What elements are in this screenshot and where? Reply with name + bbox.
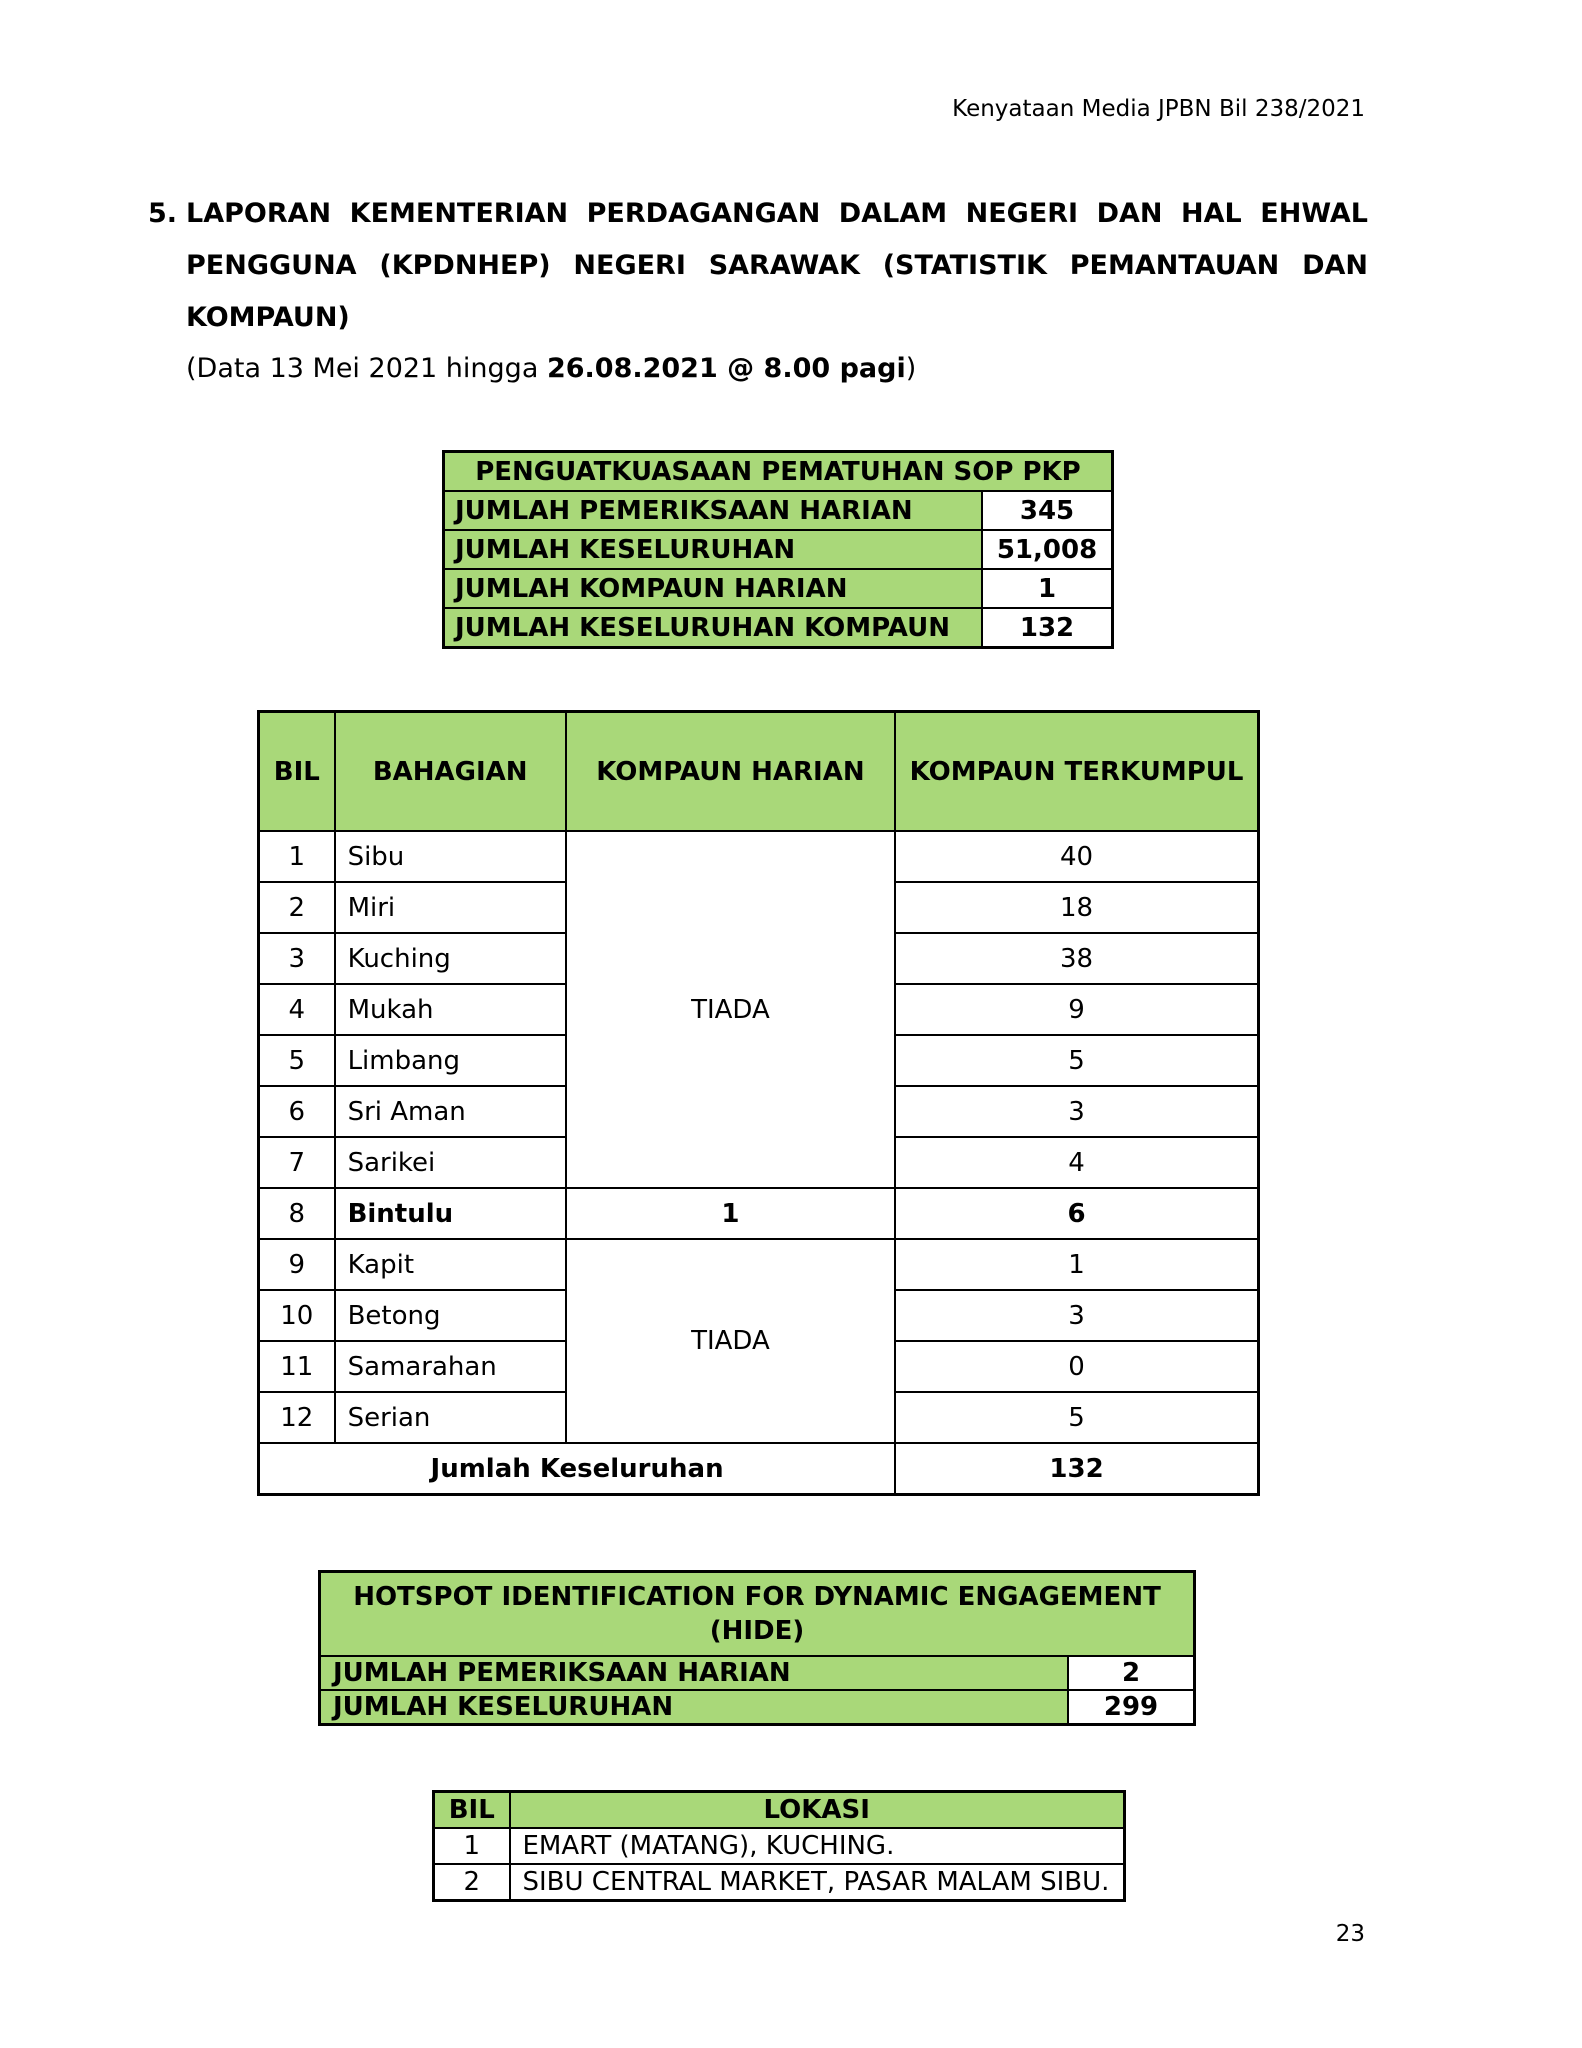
- bil-cell: 7: [259, 1137, 335, 1188]
- hide-table-title: HOTSPOT IDENTIFICATION FOR DYNAMIC ENGAGEMENT (HIDE): [320, 1572, 1195, 1657]
- table-row: [320, 1690, 1195, 1725]
- row-label: JUMLAH PEMERIKSAAN HARIAN: [444, 491, 983, 530]
- section-heading: [148, 188, 1368, 344]
- table-row: [434, 1828, 1125, 1864]
- table-row: [444, 608, 1113, 648]
- bahagian-cell: Serian: [335, 1392, 566, 1443]
- header-bil: BIL: [434, 1792, 510, 1829]
- bil-cell: 12: [259, 1392, 335, 1443]
- table-row: [444, 569, 1113, 608]
- section-title: LAPORAN KEMENTERIAN PERDAGANGAN DALAM NEGERI DAN HAL EHWAL PENGGUNA (KPDNHEP) NEGERI SARAWAK (STATISTIK PEMANTAUAN DAN KOMPAUN): [186, 198, 1368, 333]
- bil-cell: 5: [259, 1035, 335, 1086]
- harian-cell: 1: [566, 1188, 895, 1239]
- bahagian-cell: Sri Aman: [335, 1086, 566, 1137]
- table-row: [444, 491, 1113, 530]
- total-row: [259, 1443, 1259, 1495]
- row-value: 299: [1068, 1690, 1195, 1725]
- bil-cell: 6: [259, 1086, 335, 1137]
- table-row: [444, 530, 1113, 569]
- header-lokasi: LOKASI: [510, 1792, 1125, 1829]
- row-label: JUMLAH KOMPAUN HARIAN: [444, 569, 983, 608]
- lokasi-cell: EMART (MATANG), KUCHING.: [510, 1828, 1125, 1864]
- section-number: 5.: [148, 198, 178, 229]
- bil-cell: 11: [259, 1341, 335, 1392]
- terkumpul-cell: 1: [895, 1239, 1258, 1290]
- bil-cell: 1: [434, 1828, 510, 1864]
- lokasi-cell: SIBU CENTRAL MARKET, PASAR MALAM SIBU.: [510, 1864, 1125, 1901]
- table-row: [259, 1239, 1259, 1290]
- terkumpul-cell: 3: [895, 1290, 1258, 1341]
- terkumpul-cell: 5: [895, 1392, 1258, 1443]
- bil-cell: 2: [434, 1864, 510, 1901]
- bahagian-cell: Mukah: [335, 984, 566, 1035]
- bahagian-cell: Sibu: [335, 831, 566, 882]
- section-5: [148, 188, 1368, 394]
- bil-cell: 3: [259, 933, 335, 984]
- header-kompaun-terkumpul: KOMPAUN TERKUMPUL: [895, 712, 1258, 832]
- row-value: 51,008: [982, 530, 1113, 569]
- row-value: 2: [1068, 1656, 1195, 1690]
- terkumpul-cell: 3: [895, 1086, 1258, 1137]
- data-prefix: (Data 13 Mei 2021 hingga: [186, 353, 547, 384]
- bahagian-cell: Kuching: [335, 933, 566, 984]
- hide-table: [318, 1570, 1196, 1726]
- row-label: JUMLAH PEMERIKSAAN HARIAN: [320, 1656, 1069, 1690]
- table-row: [259, 831, 1259, 882]
- bil-cell: 4: [259, 984, 335, 1035]
- bil-cell: 2: [259, 882, 335, 933]
- header-bahagian: BAHAGIAN: [335, 712, 566, 832]
- row-label: JUMLAH KESELURUHAN: [320, 1690, 1069, 1725]
- header-bil: BIL: [259, 712, 335, 832]
- bahagian-cell: Samarahan: [335, 1341, 566, 1392]
- total-label: Jumlah Keseluruhan: [259, 1443, 896, 1495]
- terkumpul-cell: 38: [895, 933, 1258, 984]
- bahagian-cell: Limbang: [335, 1035, 566, 1086]
- table-row: [259, 1188, 1259, 1239]
- bil-cell: 10: [259, 1290, 335, 1341]
- kompaun-table: [257, 710, 1260, 1496]
- header-kompaun-harian: KOMPAUN HARIAN: [566, 712, 895, 832]
- bahagian-cell: Betong: [335, 1290, 566, 1341]
- row-value: 345: [982, 491, 1113, 530]
- tiada-cell: TIADA: [566, 1239, 895, 1443]
- row-label: JUMLAH KESELURUHAN: [444, 530, 983, 569]
- page-number: 23: [1335, 1921, 1365, 1947]
- row-label: JUMLAH KESELURUHAN KOMPAUN: [444, 608, 983, 648]
- terkumpul-cell: 40: [895, 831, 1258, 882]
- bahagian-cell: Kapit: [335, 1239, 566, 1290]
- tiada-cell: TIADA: [566, 831, 895, 1188]
- terkumpul-cell: 6: [895, 1188, 1258, 1239]
- table-row: [434, 1864, 1125, 1901]
- terkumpul-cell: 18: [895, 882, 1258, 933]
- total-value: 132: [895, 1443, 1258, 1495]
- data-suffix: ): [905, 353, 917, 384]
- lokasi-table: [432, 1790, 1126, 1902]
- document-reference: Kenyataan Media JPBN Bil 238/2021: [952, 96, 1365, 122]
- terkumpul-cell: 4: [895, 1137, 1258, 1188]
- terkumpul-cell: 5: [895, 1035, 1258, 1086]
- table-row: [320, 1656, 1195, 1690]
- sop-table-title: PENGUATKUASAAN PEMATUHAN SOP PKP: [444, 452, 1113, 492]
- terkumpul-cell: 9: [895, 984, 1258, 1035]
- row-value: 1: [982, 569, 1113, 608]
- row-value: 132: [982, 608, 1113, 648]
- bil-cell: 1: [259, 831, 335, 882]
- bahagian-cell: Miri: [335, 882, 566, 933]
- data-date-range: [186, 344, 1368, 394]
- bahagian-cell: Bintulu: [335, 1188, 566, 1239]
- terkumpul-cell: 0: [895, 1341, 1258, 1392]
- bahagian-cell: Sarikei: [335, 1137, 566, 1188]
- bil-cell: 8: [259, 1188, 335, 1239]
- sop-pkp-table: [442, 450, 1114, 649]
- bil-cell: 9: [259, 1239, 335, 1290]
- data-date: 26.08.2021 @ 8.00 pagi: [546, 353, 906, 384]
